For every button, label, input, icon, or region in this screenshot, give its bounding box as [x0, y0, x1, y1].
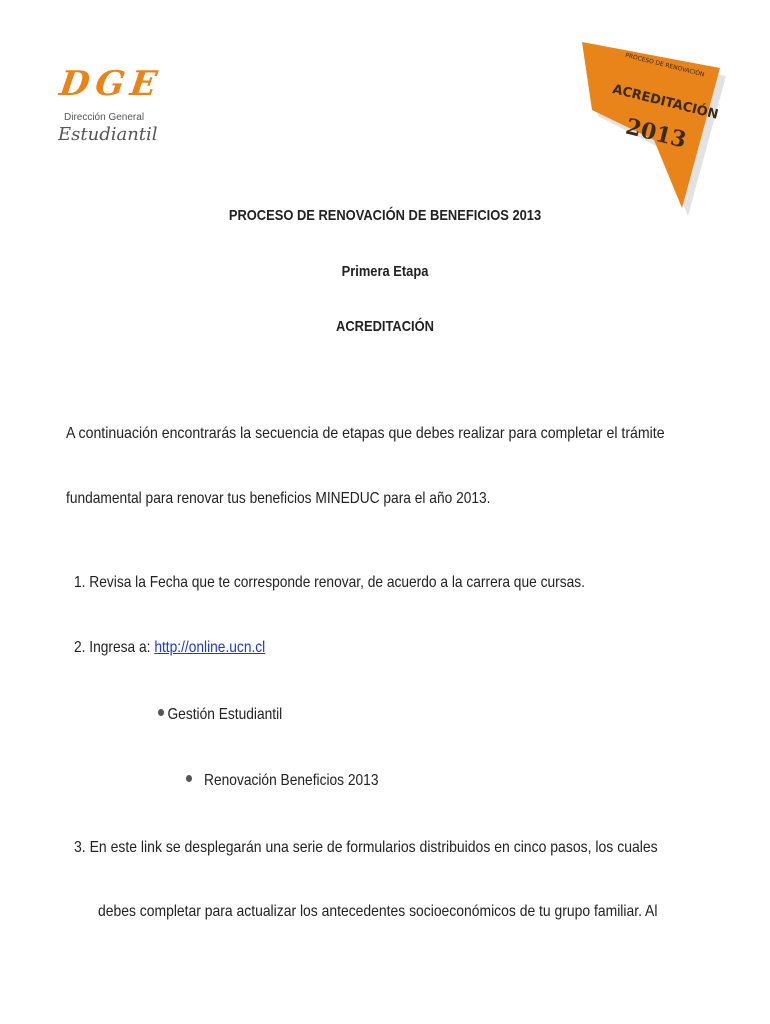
sub-item-gestion-label: Gestión Estudiantil — [167, 706, 283, 723]
step-3-line-1: 3. En este link se desplegarán una serie de formularios distribuidos en cinco pasos, los cuales — [74, 839, 658, 856]
intro-line-2: fundamental para renovar tus beneficios MINEDUC para el año 2013. — [66, 490, 491, 507]
bullet-icon — [158, 709, 164, 716]
step-2-prefix: 2. Ingresa a: — [74, 639, 155, 656]
online-ucn-link[interactable]: http://online.ucn.cl — [154, 639, 266, 656]
step-2 — [74, 639, 265, 657]
bullet-icon — [186, 775, 192, 782]
stage-heading: Primera Etapa — [341, 263, 429, 280]
badge-year: 2013 — [623, 113, 689, 154]
acreditacion-badge — [578, 38, 728, 223]
logo-name: Estudiantil — [58, 124, 158, 145]
sub-item-renovacion — [186, 772, 378, 790]
step-3-line-2: debes completar para actualizar los antecedentes socioeconómicos de tu grupo familiar. Al — [98, 903, 658, 920]
intro-line-1: A continuación encontrarás la secuencia de etapas que debes realizar para completar el trámite — [66, 425, 665, 442]
sub-item-gestion — [158, 706, 282, 724]
sub-item-renovacion-label: Renovación Beneficios 2013 — [204, 772, 379, 789]
badge-main-text: ACREDITACIÓN — [610, 82, 720, 123]
logo-subtitle: Dirección General — [64, 112, 145, 123]
badge-small-text: PROCESO DE RENOVACIÓN — [624, 51, 705, 79]
document-title: PROCESO DE RENOVACIÓN DE BENEFICIOS 2013 — [228, 207, 542, 224]
dge-logo — [50, 60, 166, 160]
step-1: 1. Revisa la Fecha que te corresponde renovar, de acuerdo a la carrera que cursas. — [74, 574, 585, 591]
section-heading: ACREDITACIÓN — [336, 318, 434, 335]
logo-letters: DGE — [57, 64, 166, 104]
